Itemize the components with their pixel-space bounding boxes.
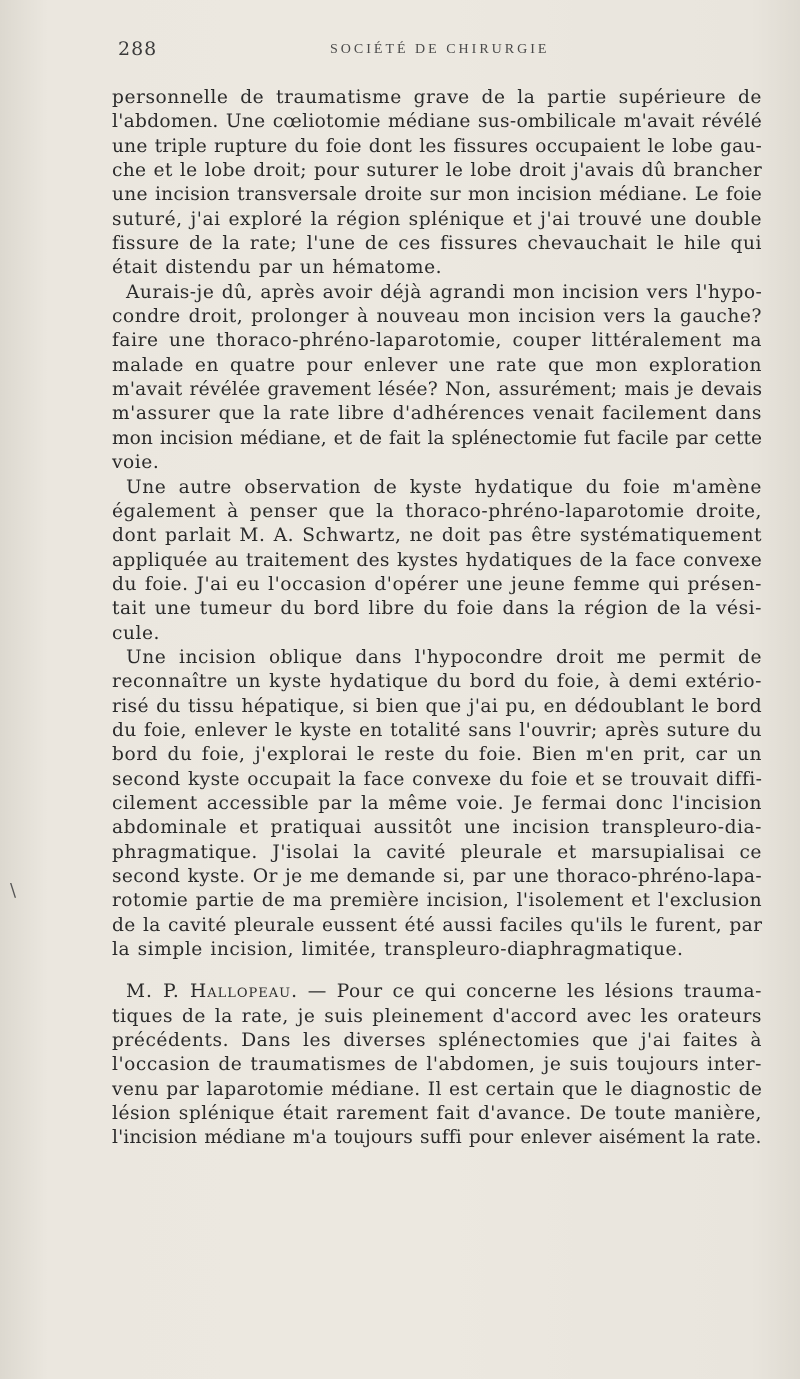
page-number: 288	[118, 38, 158, 60]
text-line: cilement accessible par la même voie. Je fermai donc l'incision	[112, 792, 762, 814]
text-line: fissure de la rate; l'une de ces fissures chevauchait le hile qui	[112, 233, 762, 255]
text-line: faire une thoraco-phréno-laparotomie, couper littéralement ma	[112, 330, 762, 352]
text-line: également à penser que la thoraco-phréno-laparotomie droite,	[112, 500, 762, 522]
text-line: voie.	[112, 452, 160, 474]
paragraph-1	[112, 86, 762, 281]
text-line: abdominale et pratiquai aussitôt une incision transpleuro-dia-	[112, 817, 762, 839]
text-line: tait une tumeur du bord libre du foie dans la région de la vési-	[112, 598, 762, 620]
text-line	[112, 980, 762, 1004]
paragraph-5	[112, 980, 762, 1150]
text-line: précédents. Dans les diverses splénectomies que j'ai faites à	[112, 1030, 762, 1052]
text-line: une triple rupture du foie dont les fissures occupaient le lobe gau-	[112, 135, 762, 157]
text-line: l'incision médiane m'a toujours suffi pour enlever aisément la rate.	[112, 1127, 762, 1149]
text-line: Une incision oblique dans l'hypocondre droit me permit de	[126, 646, 762, 668]
text-line: che et le lobe droit; pour suturer le lobe droit j'avais dû brancher	[112, 160, 763, 182]
text-line: bord du foie, j'explorai le reste du foie. Bien m'en prit, car un	[112, 744, 762, 766]
text-line: condre droit, prolonger à nouveau mon incision vers la gauche?	[112, 306, 762, 328]
text-line: m'assurer que la rate libre d'adhérences venait facilement dans	[112, 403, 762, 425]
speaker-name: M. P. Hallopeau.	[126, 981, 299, 1003]
text-line: m'avait révélée gravement lésée? Non, assurément; mais je devais	[112, 379, 763, 401]
body-text	[112, 86, 762, 1151]
text-line: du foie, enlever le kyste en totalité sans l'ouvrir; après suture du	[112, 719, 762, 741]
text-line: phragmatique. J'isolai la cavité pleurale et marsupialisai ce	[112, 841, 762, 863]
text-line: Une autre observation de kyste hydatique du foie m'amène	[126, 476, 762, 498]
text-line: suturé, j'ai exploré la région splénique et j'ai trouvé une double	[112, 208, 762, 230]
text-line: l'occasion de traumatismes de l'abdomen, je suis toujours inter-	[112, 1054, 762, 1076]
text-line: du foie. J'ai eu l'occasion d'opérer une jeune femme qui présen-	[112, 573, 762, 595]
page-header	[0, 38, 800, 68]
text-line: risé du tissu hépatique, si bien que j'ai pu, en dédoublant le bord	[112, 695, 762, 717]
text-line: rotomie partie de ma première incision, l'isolement et l'exclusion	[112, 890, 762, 912]
text-line: dont parlait M. A. Schwartz, ne doit pas être systématiquement	[112, 525, 762, 547]
margin-mark: \	[10, 880, 17, 901]
text-line: second kyste occupait la face convexe du foie et se trouvait diffi-	[112, 768, 763, 790]
text-line: venu par laparotomie médiane. Il est certain que le diagnostic de	[112, 1078, 763, 1100]
paragraph-gap	[112, 962, 762, 980]
text-line: personnelle de traumatisme grave de la partie supérieure de	[112, 87, 762, 108]
text-line: l'abdomen. Une cœliotomie médiane sus-ombilicale m'avait révélé	[112, 111, 762, 133]
text-line: lésion splénique était rarement fait d'avance. De toute manière,	[112, 1103, 762, 1125]
paragraph-4	[112, 646, 762, 962]
text-line: reconnaître un kyste hydatique du bord du foie, à demi extério-	[112, 671, 762, 693]
text-line: de la cavité pleurale eussent été aussi faciles qu'ils le furent, par	[112, 914, 763, 936]
text-line: une incision transversale droite sur mon incision médiane. Le foie	[112, 184, 762, 206]
text-line: tiques de la rate, je suis pleinement d'accord avec les orateurs	[112, 1005, 762, 1027]
text-line: second kyste. Or je me demande si, par une thoraco-phréno-lapa-	[112, 866, 762, 887]
running-head: SOCIÉTÉ DE CHIRURGIE	[330, 42, 550, 57]
text-segment: — Pour ce qui concerne les lésions trauma-	[298, 981, 762, 1003]
text-line: appliquée au traitement des kystes hydatiques de la face convexe	[112, 549, 763, 571]
text-line: était distendu par un hématome.	[112, 257, 443, 279]
text-line: Aurais-je dû, après avoir déjà agrandi mon incision vers l'hypo-	[126, 281, 763, 303]
text-line: malade en quatre pour enlever une rate que mon exploration	[112, 354, 762, 376]
text-line: mon incision médiane, et de fait la splénectomie fut facile par cette	[112, 427, 762, 449]
text-line: cule.	[112, 622, 160, 644]
text-line: la simple incision, limitée, transpleuro-diaphragmatique.	[112, 939, 684, 961]
paragraph-2	[112, 281, 762, 476]
paragraph-3	[112, 476, 762, 646]
